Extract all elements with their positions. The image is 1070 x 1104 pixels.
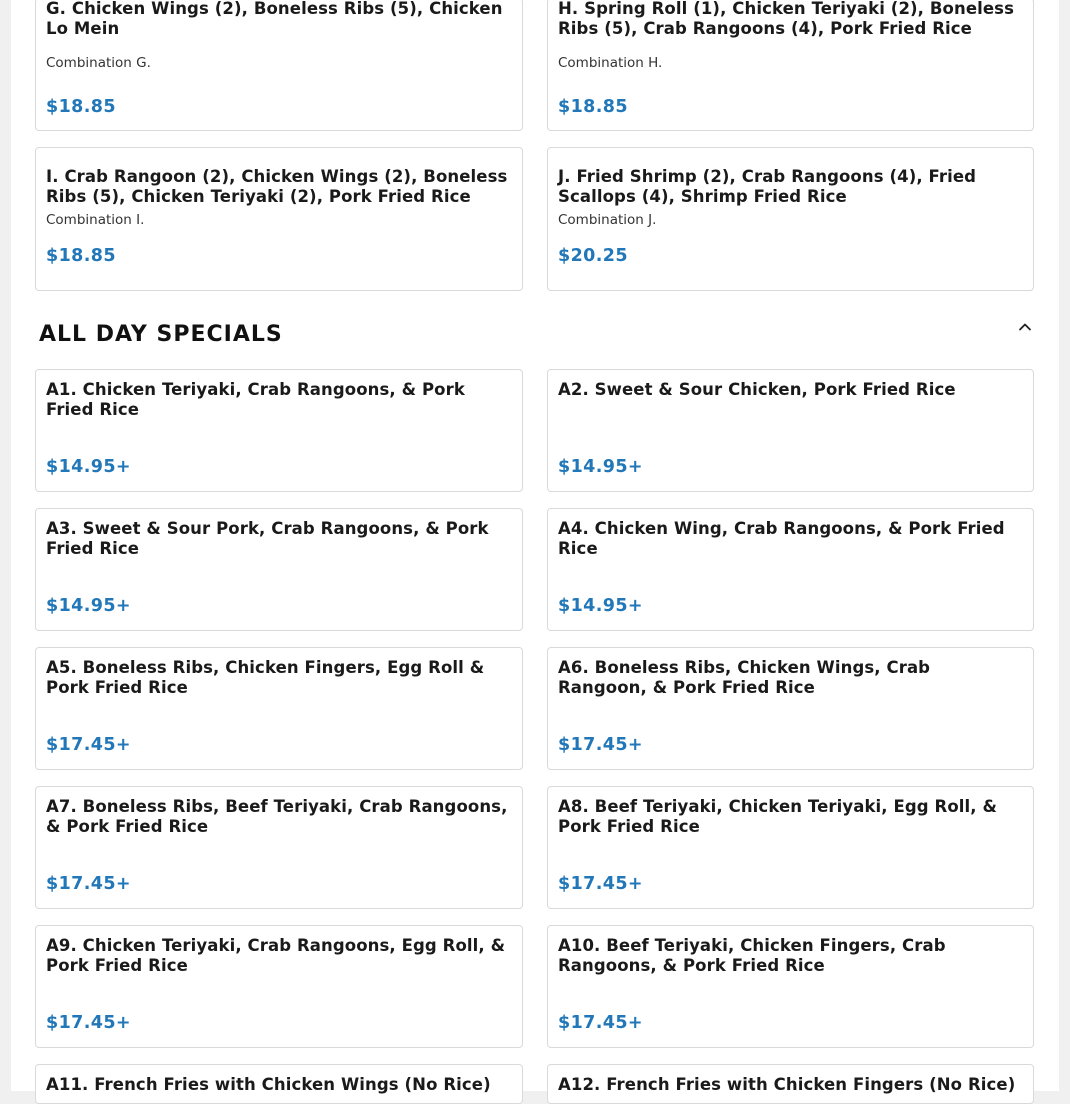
menu-item-price: $17.45+: [46, 735, 131, 755]
menu-item-title: A2. Sweet & Sour Chicken, Pork Fried Rice: [558, 380, 956, 399]
menu-item-title: A1. Chicken Teriyaki, Crab Rangoons, & Pork Fried Rice: [46, 380, 465, 419]
menu-item-price: $17.45+: [46, 874, 131, 894]
menu-item-title: A4. Chicken Wing, Crab Rangoons, & Pork Fried Rice: [558, 519, 1005, 558]
menu-item-card[interactable]: [35, 0, 523, 131]
menu-item-title: G. Chicken Wings (2), Boneless Ribs (5), Chicken Lo Mein: [46, 0, 503, 38]
menu-item-title: A10. Beef Teriyaki, Chicken Fingers, Crab Rangoons, & Pork Fried Rice: [558, 936, 946, 975]
menu-item-price: $14.95+: [46, 596, 131, 616]
menu-item-card[interactable]: [35, 508, 523, 631]
menu-item-title: A12. French Fries with Chicken Fingers (No Rice): [558, 1075, 1016, 1094]
menu-item-title: A3. Sweet & Sour Pork, Crab Rangoons, & Pork Fried Rice: [46, 519, 489, 558]
chevron-up-icon: [1017, 319, 1033, 335]
section-title: ALL DAY SPECIALS: [39, 321, 283, 347]
combination-grid: [35, 0, 1034, 291]
menu-item-card[interactable]: [547, 647, 1034, 770]
menu-item-price: $17.45+: [46, 1013, 131, 1033]
menu-item-title: A11. French Fries with Chicken Wings (No Rice): [46, 1075, 491, 1094]
menu-item-title: I. Crab Rangoon (2), Chicken Wings (2), Boneless Ribs (5), Chicken Teriyaki (2), Pork Fried Rice: [46, 167, 508, 206]
menu-item-card[interactable]: [35, 786, 523, 909]
collapse-toggle-button[interactable]: [1013, 315, 1037, 339]
menu-item-card[interactable]: [547, 1064, 1034, 1104]
menu-item-card[interactable]: [35, 925, 523, 1048]
menu-item-description: Combination H.: [558, 55, 663, 71]
menu-item-price: $17.45+: [558, 874, 643, 894]
menu-item-price: $18.85: [46, 97, 116, 117]
menu-item-price: $14.95+: [558, 596, 643, 616]
section-header: [39, 318, 1039, 350]
menu-item-title: H. Spring Roll (1), Chicken Teriyaki (2), Boneless Ribs (5), Crab Rangoons (4), Pork Fried Rice: [558, 0, 1015, 38]
menu-item-card[interactable]: [35, 369, 523, 492]
menu-page: [11, 0, 1059, 1094]
menu-item-card[interactable]: [35, 647, 523, 770]
menu-item-price: $18.85: [46, 246, 116, 266]
menu-item-card[interactable]: [547, 0, 1034, 131]
menu-item-card[interactable]: [547, 925, 1034, 1048]
menu-item-price: $17.45+: [558, 1013, 643, 1033]
menu-item-title: A8. Beef Teriyaki, Chicken Teriyaki, Egg Roll, & Pork Fried Rice: [558, 797, 997, 836]
menu-item-title: A7. Boneless Ribs, Beef Teriyaki, Crab Rangoons, & Pork Fried Rice: [46, 797, 508, 836]
menu-item-title: A5. Boneless Ribs, Chicken Fingers, Egg Roll & Pork Fried Rice: [46, 658, 485, 697]
menu-item-card[interactable]: [547, 369, 1034, 492]
menu-item-price: $17.45+: [558, 735, 643, 755]
menu-item-title: A6. Boneless Ribs, Chicken Wings, Crab Rangoon, & Pork Fried Rice: [558, 658, 931, 697]
specials-grid: [35, 369, 1034, 1104]
menu-item-title: A9. Chicken Teriyaki, Crab Rangoons, Egg Roll, & Pork Fried Rice: [46, 936, 506, 975]
menu-item-description: Combination G.: [46, 55, 151, 71]
menu-item-card[interactable]: [547, 786, 1034, 909]
menu-item-card[interactable]: [547, 147, 1034, 291]
menu-item-description: Combination I.: [46, 212, 145, 228]
menu-item-card[interactable]: [35, 147, 523, 291]
menu-item-price: $20.25: [558, 246, 628, 266]
menu-item-price: $14.95+: [558, 457, 643, 477]
menu-item-card[interactable]: [547, 508, 1034, 631]
menu-item-price: $18.85: [558, 97, 628, 117]
menu-item-description: Combination J.: [558, 212, 657, 228]
menu-item-price: $14.95+: [46, 457, 131, 477]
menu-item-title: J. Fried Shrimp (2), Crab Rangoons (4), Fried Scallops (4), Shrimp Fried Rice: [558, 167, 977, 206]
menu-item-card[interactable]: [35, 1064, 523, 1104]
